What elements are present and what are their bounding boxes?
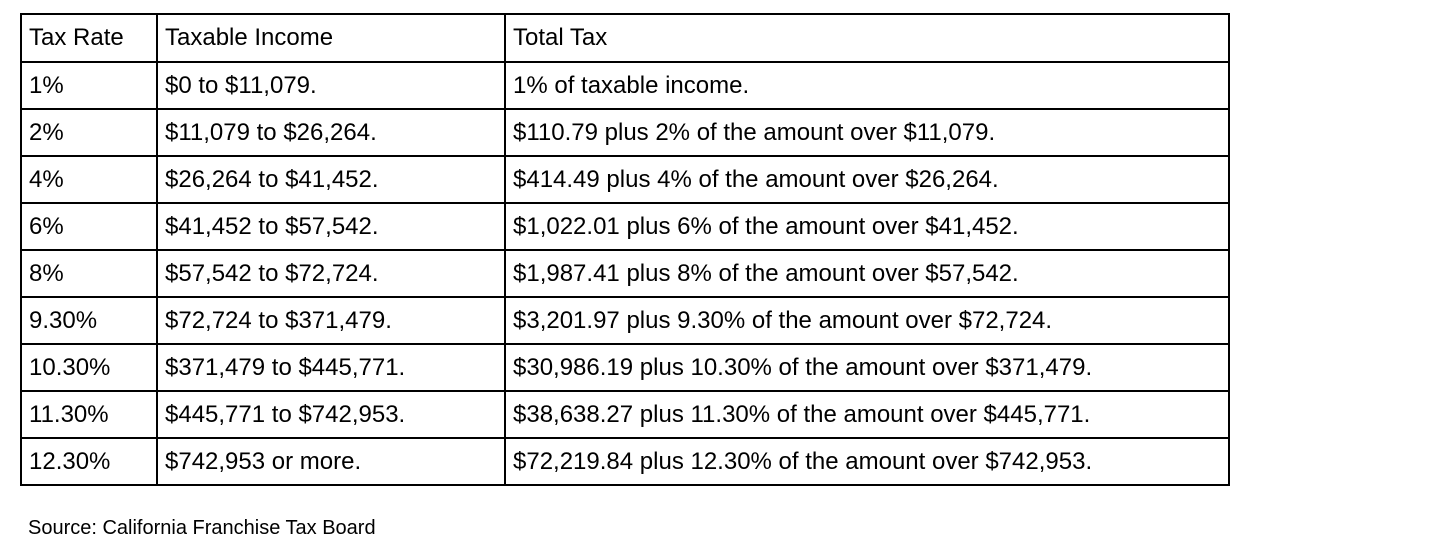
cell-tax-rate: 12.30% xyxy=(21,438,157,485)
cell-total-tax: $38,638.27 plus 11.30% of the amount over $445,771. xyxy=(505,391,1229,438)
table-row xyxy=(21,344,1229,391)
cell-total-tax: $414.49 plus 4% of the amount over $26,264. xyxy=(505,156,1229,203)
cell-tax-rate: 11.30% xyxy=(21,391,157,438)
cell-tax-rate: 1% xyxy=(21,62,157,109)
tax-bracket-table xyxy=(20,13,1230,486)
cell-tax-rate: 6% xyxy=(21,203,157,250)
cell-tax-rate: 2% xyxy=(21,109,157,156)
header-tax-rate: Tax Rate xyxy=(21,14,157,62)
cell-total-tax: $1,987.41 plus 8% of the amount over $57,542. xyxy=(505,250,1229,297)
cell-total-tax: 1% of taxable income. xyxy=(505,62,1229,109)
cell-tax-rate: 4% xyxy=(21,156,157,203)
table-row xyxy=(21,438,1229,485)
cell-total-tax: $72,219.84 plus 12.30% of the amount over $742,953. xyxy=(505,438,1229,485)
header-taxable-income: Taxable Income xyxy=(157,14,505,62)
table-row xyxy=(21,250,1229,297)
cell-total-tax: $110.79 plus 2% of the amount over $11,079. xyxy=(505,109,1229,156)
table-row xyxy=(21,62,1229,109)
header-total-tax: Total Tax xyxy=(505,14,1229,62)
cell-taxable-income: $0 to $11,079. xyxy=(157,62,505,109)
cell-total-tax: $1,022.01 plus 6% of the amount over $41,452. xyxy=(505,203,1229,250)
table-row xyxy=(21,297,1229,344)
cell-taxable-income: $11,079 to $26,264. xyxy=(157,109,505,156)
cell-taxable-income: $26,264 to $41,452. xyxy=(157,156,505,203)
cell-taxable-income: $371,479 to $445,771. xyxy=(157,344,505,391)
cell-taxable-income: $57,542 to $72,724. xyxy=(157,250,505,297)
table-row xyxy=(21,391,1229,438)
cell-taxable-income: $41,452 to $57,542. xyxy=(157,203,505,250)
cell-taxable-income: $445,771 to $742,953. xyxy=(157,391,505,438)
cell-tax-rate: 8% xyxy=(21,250,157,297)
cell-taxable-income: $742,953 or more. xyxy=(157,438,505,485)
cell-tax-rate: 9.30% xyxy=(21,297,157,344)
cell-total-tax: $30,986.19 plus 10.30% of the amount over $371,479. xyxy=(505,344,1229,391)
cell-taxable-income: $72,724 to $371,479. xyxy=(157,297,505,344)
table-row xyxy=(21,203,1229,250)
source-caption: Source: California Franchise Tax Board xyxy=(28,517,376,539)
table-header-row xyxy=(21,14,1229,62)
table-row xyxy=(21,156,1229,203)
table-row xyxy=(21,109,1229,156)
cell-total-tax: $3,201.97 plus 9.30% of the amount over $72,724. xyxy=(505,297,1229,344)
cell-tax-rate: 10.30% xyxy=(21,344,157,391)
